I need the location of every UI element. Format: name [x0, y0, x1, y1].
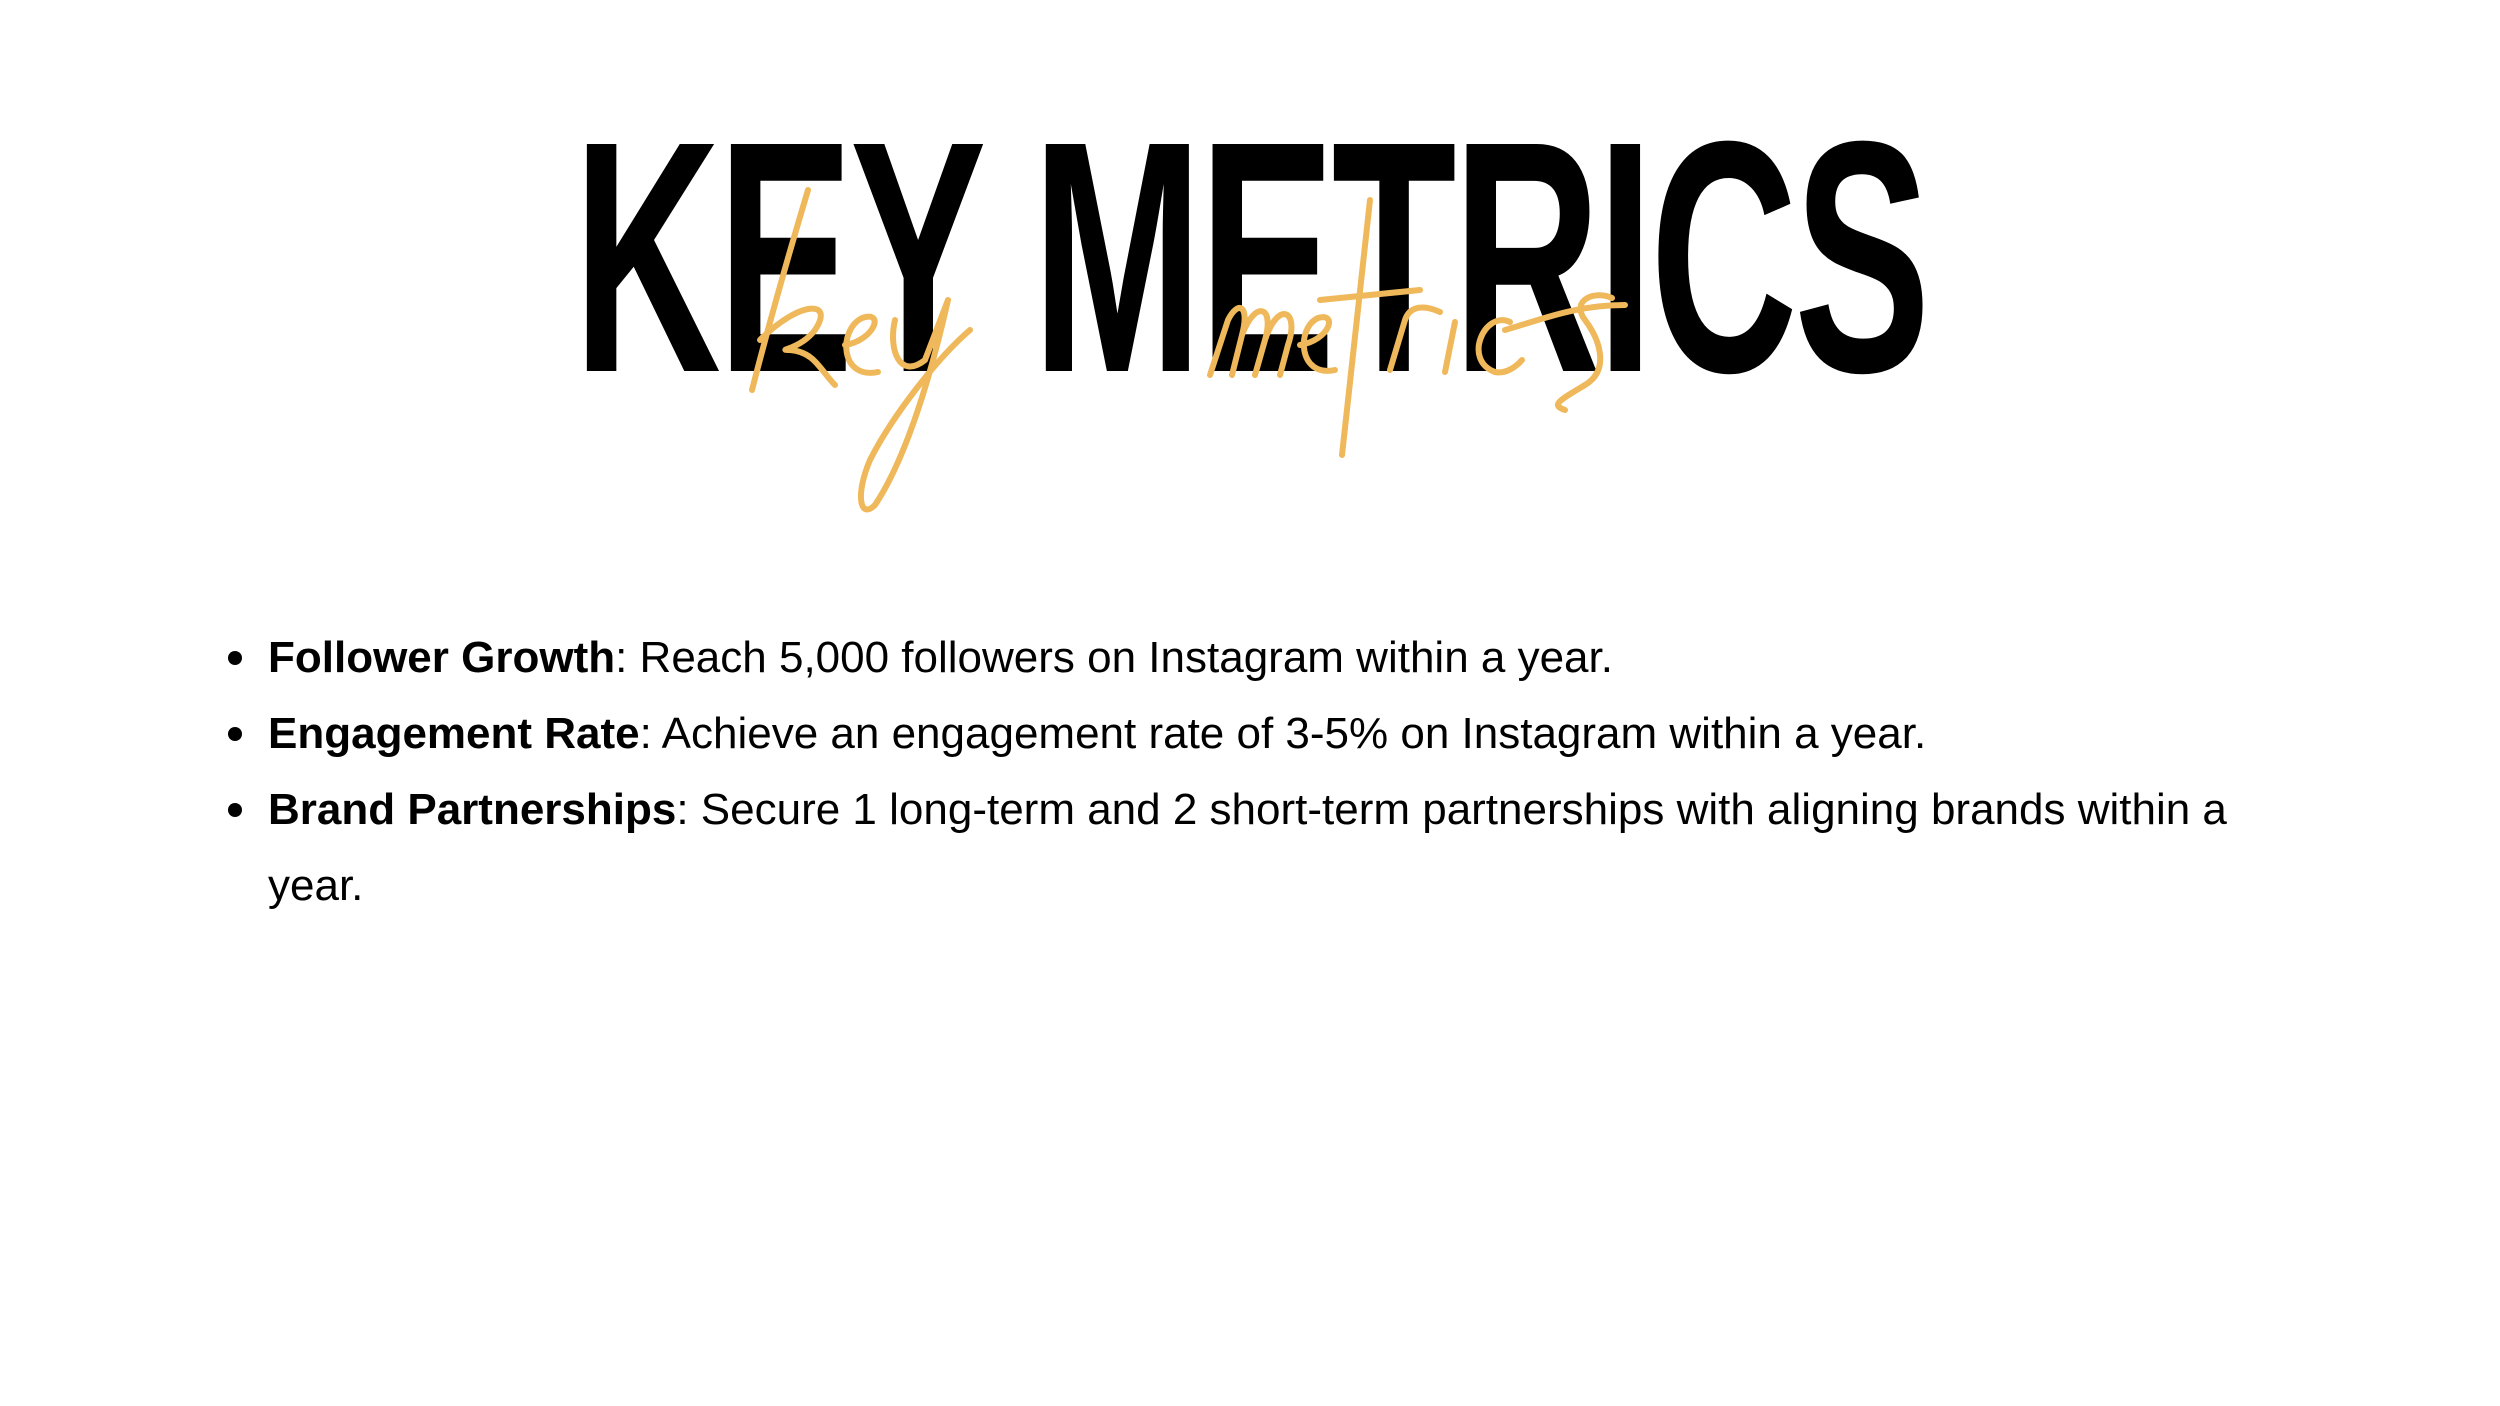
- metrics-list: [228, 620, 2308, 924]
- bullet-text: : Achieve an engagement rate of 3-5% on Instagram within a year.: [639, 709, 1927, 758]
- list-item: [228, 696, 2308, 772]
- script-letter-k: [752, 190, 808, 390]
- page-title: KEY METRICS: [573, 72, 1927, 441]
- bullet-term: Brand Partnerships: [268, 785, 677, 834]
- bullet-text: : Secure 1 long-term and 2 short-term partnerships with aligning brands within a year.: [268, 785, 2227, 910]
- bullet-term: Engagement Rate: [268, 709, 640, 758]
- list-item: [228, 772, 2308, 924]
- script-letter-e2: [1300, 317, 1335, 371]
- title-script-overlay: [0, 0, 2500, 560]
- bullet-icon: [228, 803, 242, 817]
- bullet-icon: [228, 651, 242, 665]
- script-letter-e: [845, 317, 878, 373]
- script-letter-m: [1210, 308, 1291, 375]
- script-letter-r: [1390, 307, 1440, 370]
- bullet-term: Follower Growth: [268, 633, 616, 682]
- bullet-icon: [228, 727, 242, 741]
- title-block: [0, 0, 2500, 560]
- list-item: [228, 620, 2308, 696]
- script-letter-i: [1445, 322, 1455, 372]
- script-swash: [1505, 305, 1625, 330]
- script-letter-y: [861, 300, 970, 509]
- bullet-text: : Reach 5,000 followers on Instagram within a year.: [615, 633, 1613, 682]
